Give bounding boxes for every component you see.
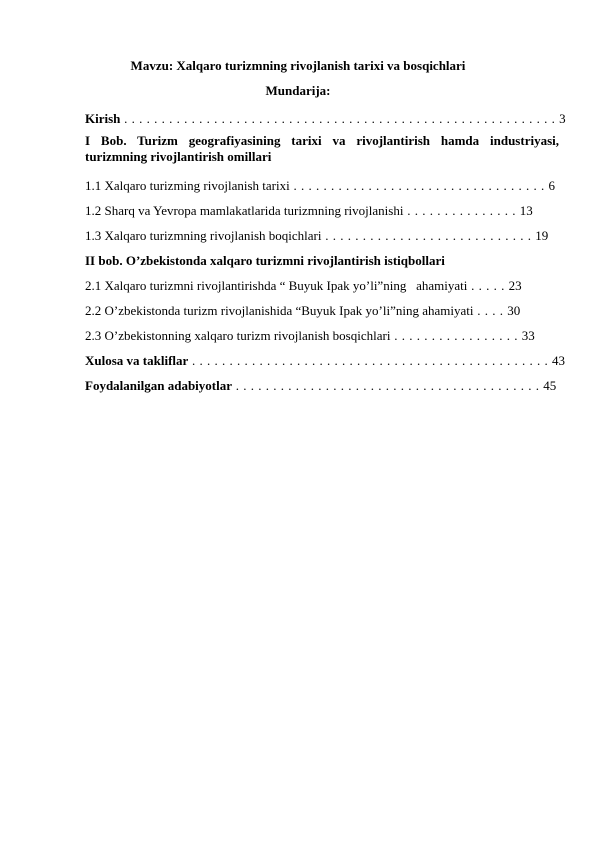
toc-dot-leader: . . . . . . . . . . . . . . . . . . . . . . . . . . . . . . . . . . . . . . . . . . . . . . . .: [188, 353, 553, 368]
toc-dot-leader: . . . . . . . . . . . . . . . . . . . . . . . . . . . . . . . . . . . . . . . . .: [232, 378, 544, 393]
toc-dot-leader: . . . . . . . . . . . . . . . . . . . . . . . . . . . .: [321, 228, 536, 243]
toc-entry-1-3: [85, 228, 560, 244]
toc-dot-leader: . . . .: [473, 303, 508, 318]
toc-chapter-1-heading: I Bob. Turizm geografiyasining tarixi va rivojlantirish hamda industriyasi, turizmning rivojlantirish omillari: [85, 133, 559, 164]
toc-page-number: 3: [559, 111, 566, 126]
toc-page-number: 33: [521, 328, 535, 343]
document-title: Mavzu: Xalqaro turizmning rivojlanish tarixi va bosqichlari: [130, 58, 466, 73]
toc-entry-label: 2.1 Xalqaro turizmni rivojlantirishda “ Buyuk Ipak yo’li”ning ahamiyati: [85, 278, 468, 293]
toc-entry-2-1: [85, 278, 560, 294]
toc-entry-xulosa: [85, 353, 566, 369]
toc-page-number: 45: [543, 378, 557, 393]
toc-page-number: 6: [548, 178, 555, 193]
toc-heading: Mundarija:: [265, 83, 331, 98]
toc-entry-label: 2.3 O’zbekistonning xalqaro turizm rivojlanish bosqichlari: [85, 328, 391, 343]
toc-entry-label: Foydalanilgan adabiyotlar: [85, 378, 232, 393]
toc-entry-1-1: [85, 178, 560, 194]
toc-dot-leader: . . . . . . . . . . . . . . . . . . . . . . . . . . . . . . . . . . . . . . . . . . . . . . . . . . . . . . . . . .: [120, 111, 560, 126]
toc-page-number: 43: [552, 353, 566, 368]
toc-entry-label: 2.2 O’zbekistonda turizm rivojlanishida “Buyuk Ipak yo’li”ning ahamiyati: [85, 303, 474, 318]
toc-entry-label: 1.1 Xalqaro turizming rivojlanish tarixi: [85, 178, 290, 193]
toc-page-number: 13: [519, 203, 533, 218]
toc-page-number: 30: [507, 303, 521, 318]
toc-entry-label: 1.3 Xalqaro turizmning rivojlanish boqichlari: [85, 228, 322, 243]
toc-dot-leader: . . . . .: [467, 278, 509, 293]
toc-entry-kirish: [85, 111, 566, 127]
toc-dot-leader: . . . . . . . . . . . . . . . . . . . . . . . . . . . . . . . . . .: [289, 178, 549, 193]
toc-entry-adabiyotlar: [85, 378, 560, 394]
toc-page-number: 19: [535, 228, 549, 243]
toc-chapter-2-heading: II bob. O’zbekistonda xalqaro turizmni rivojlantirish istiqbollari: [85, 253, 445, 268]
toc-entry-2-3: [85, 328, 560, 344]
toc-entry-label: Kirish: [85, 111, 121, 126]
toc-entry-label: 1.2 Sharq va Yevropa mamlakatlarida turizmning rivojlanishi: [85, 203, 404, 218]
toc-entry-label: Xulosa va takliflar: [85, 353, 189, 368]
toc-entry-1-2: [85, 203, 560, 219]
toc-entry-2-2: [85, 303, 560, 319]
toc-dot-leader: . . . . . . . . . . . . . . . . .: [390, 328, 522, 343]
toc-page-number: 23: [508, 278, 522, 293]
toc-dot-leader: . . . . . . . . . . . . . . .: [403, 203, 520, 218]
